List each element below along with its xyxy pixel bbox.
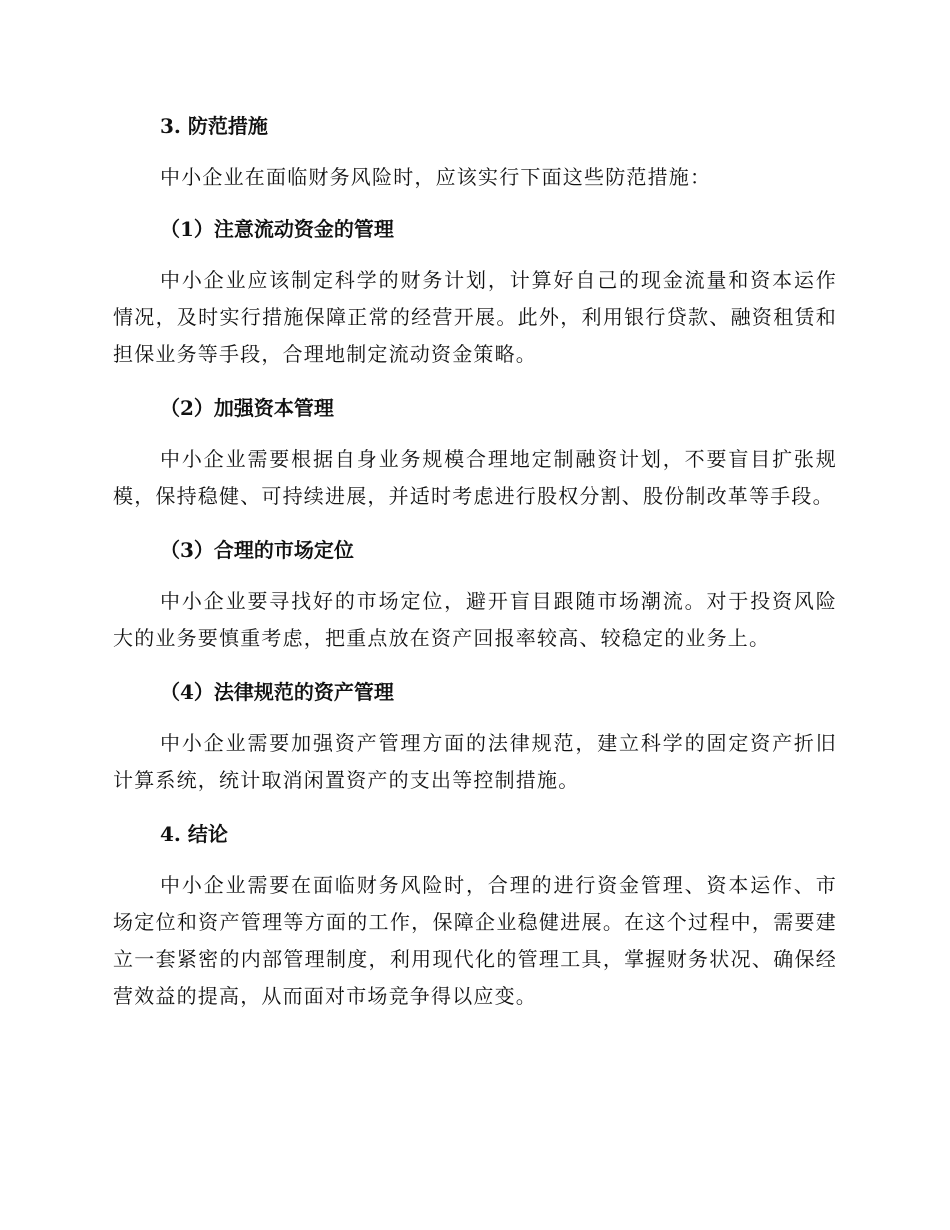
measure-1-body: 中小企业应该制定科学的财务计划，计算好自己的现金流量和资本运作情况，及时实行措施保障正常的经营开展。此外，利用银行贷款、融资租赁和担保业务等手段，合理地制定流动资金策略。 [113, 268, 837, 366]
measure-3-heading: （3）合理的市场定位 [160, 538, 354, 562]
measure-2-body: 中小企业需要根据自身业务规模合理地定制融资计划，不要盲目扩张规模，保持稳健、可持续进展，并适时考虑进行股权分割、股份制改革等手段。 [113, 447, 837, 508]
section-3-title: 3. 防范措施 [160, 114, 268, 138]
measure-2-heading: （2）加强资本管理 [160, 396, 334, 420]
section-4-title: 4. 结论 [160, 822, 228, 846]
section-3-intro: 中小企业在面临财务风险时，应该实行下面这些防范措施： [160, 165, 712, 189]
measure-4-body: 中小企业需要加强资产管理方面的法律规范，建立科学的固定资产折旧计算系统，统计取消闲置资产的支出等控制措施。 [113, 731, 837, 792]
document-body [113, 107, 837, 1015]
measure-1-heading: （1）注意流动资金的管理 [160, 217, 394, 241]
measure-3-body: 中小企业要寻找好的市场定位，避开盲目跟随市场潮流。对于投资风险大的业务要慎重考虑，把重点放在资产回报率较高、较稳定的业务上。 [113, 589, 837, 650]
section-4-body: 中小企业需要在面临财务风险时，合理的进行资金管理、资本运作、市场定位和资产管理等方面的工作，保障企业稳健进展。在这个过程中，需要建立一套紧密的内部管理制度，利用现代化的管理工具，掌握财务状况、确保经营效益的提高，从而面对市场竞争得以应变。 [113, 873, 837, 1008]
measure-4-heading: （4）法律规范的资产管理 [160, 680, 394, 704]
